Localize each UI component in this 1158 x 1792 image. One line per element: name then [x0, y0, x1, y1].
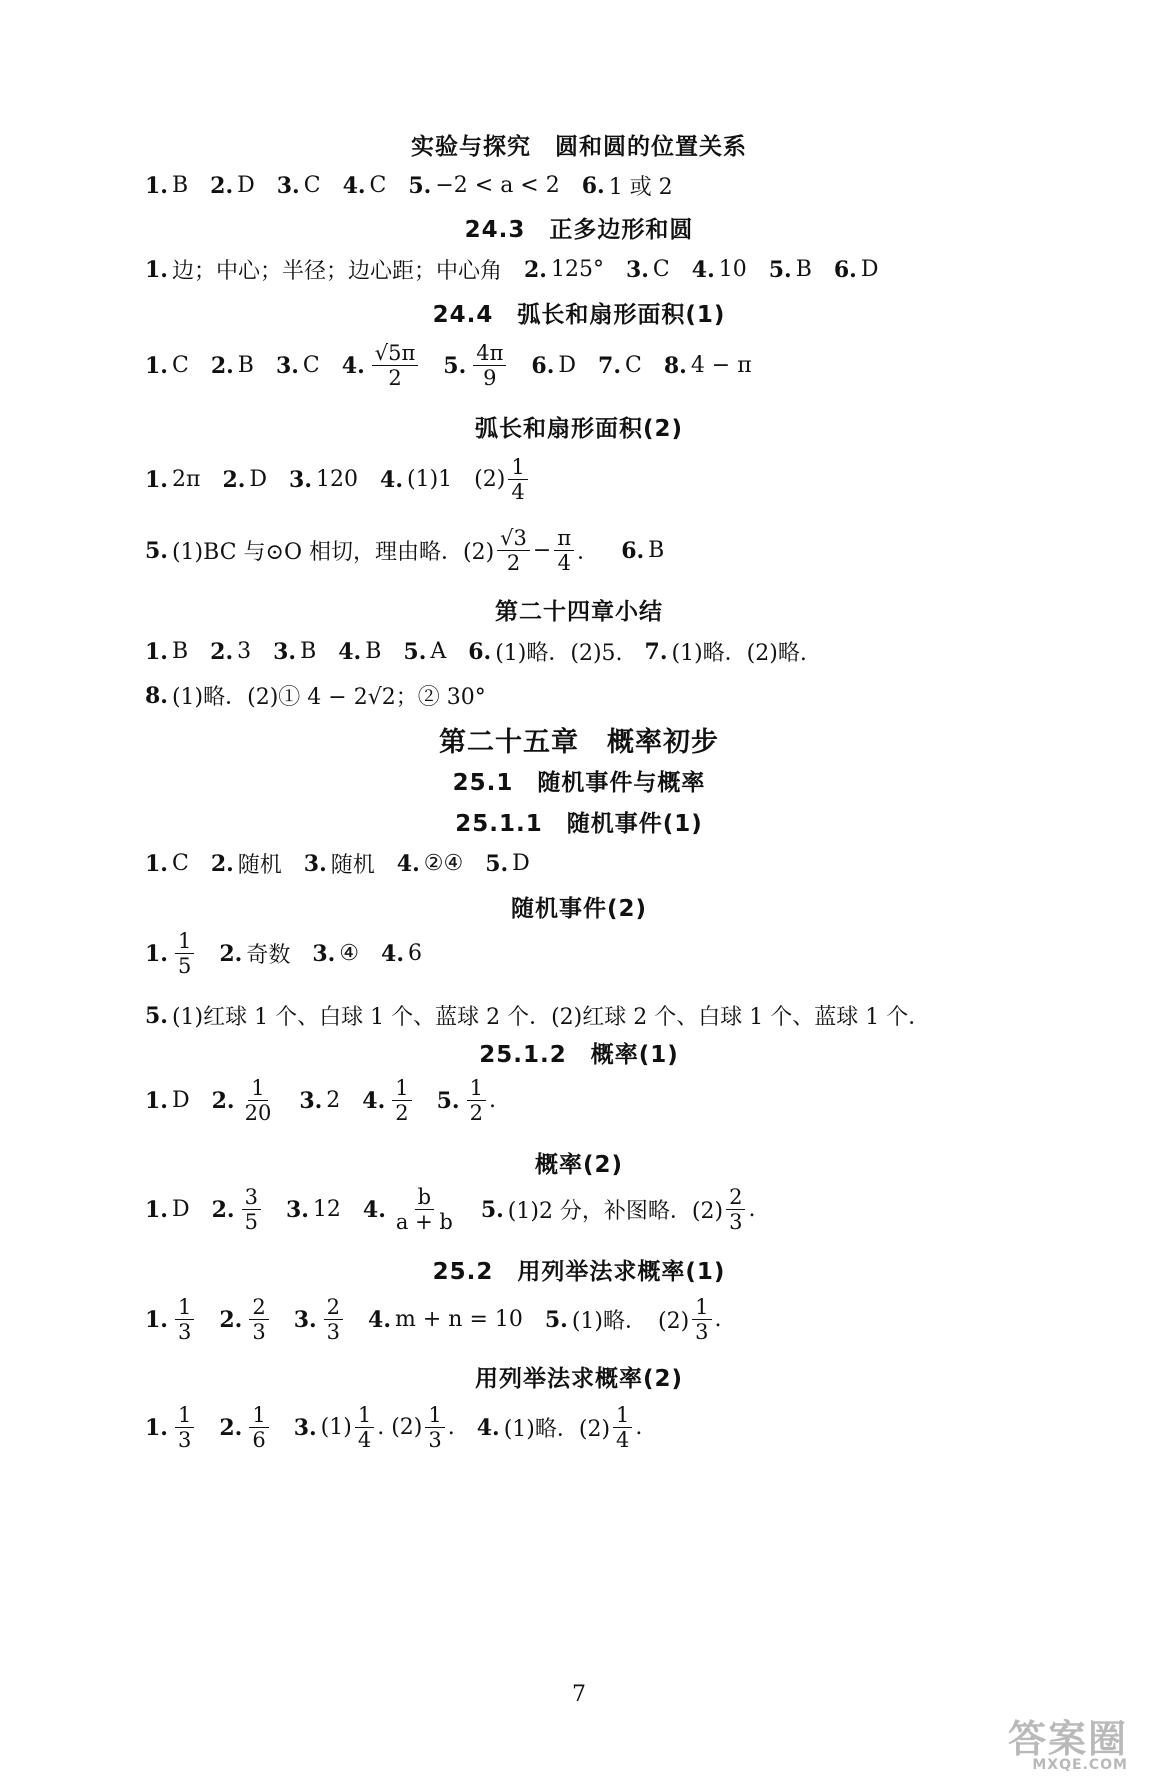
item-number: 1.	[145, 172, 168, 199]
denominator: 3	[428, 1428, 442, 1453]
denominator: 2	[469, 1101, 483, 1126]
denominator: 2	[388, 366, 402, 391]
answer-row	[145, 1000, 930, 1031]
numerator: 1	[175, 1296, 194, 1320]
answer-row	[145, 1186, 755, 1233]
numerator: 1	[508, 456, 527, 480]
answer-row	[145, 456, 531, 503]
punctuation: .	[714, 1307, 722, 1333]
denominator: 9	[483, 366, 497, 391]
section-heading: 25.1.1 随机事件(1)	[455, 811, 703, 837]
item-number: 3.	[293, 1414, 317, 1441]
section-heading: 25.1.2 概率(1)	[479, 1042, 679, 1068]
answer-row	[145, 342, 752, 389]
answer: m + n = 10	[395, 1307, 523, 1333]
answer: B	[171, 173, 189, 198]
fraction	[175, 930, 194, 977]
section-heading: 24.4 弧长和扇形面积(1)	[432, 302, 726, 328]
fraction	[473, 342, 506, 389]
answer: A	[430, 639, 447, 664]
denominator: 5	[177, 954, 192, 979]
item-number: 5.	[544, 1306, 568, 1333]
fraction	[613, 1404, 632, 1451]
denominator: 3	[729, 1210, 743, 1235]
numerator: 1	[175, 1404, 194, 1428]
section-heading: 概率(2)	[534, 1152, 624, 1178]
item-number: 2.	[210, 850, 234, 877]
numerator: √5π	[372, 342, 419, 366]
answer: D	[558, 353, 577, 379]
item-number: 4.	[338, 638, 362, 665]
denominator: 4	[511, 480, 525, 505]
numerator: 4π	[473, 342, 506, 366]
numerator: 3	[242, 1186, 261, 1210]
section-heading: 实验与探究 圆和圆的位置关系	[411, 134, 747, 160]
item-number: 3.	[299, 1087, 323, 1114]
answer: C	[302, 353, 320, 379]
answer-row	[145, 848, 530, 879]
answer: −2 < a < 2	[435, 173, 560, 198]
item-number: 4.	[341, 352, 365, 379]
item-number: 5.	[485, 850, 509, 877]
item-number: 3.	[275, 352, 299, 379]
answer: B	[365, 639, 382, 664]
item-number: 6.	[833, 256, 857, 283]
answer: ④	[339, 941, 360, 967]
answer: 12	[312, 1197, 341, 1223]
item-number: 6.	[468, 638, 492, 665]
item-number: 4.	[381, 940, 404, 967]
fraction	[508, 456, 527, 503]
item-number: 5.	[436, 1087, 460, 1114]
denominator: 6	[252, 1428, 266, 1453]
fraction	[497, 527, 530, 574]
denominator: 3	[177, 1320, 192, 1345]
item-number: 5.	[480, 1196, 504, 1223]
minus-sign: −	[532, 538, 552, 564]
item-number: 3.	[276, 172, 300, 199]
fraction	[393, 1186, 456, 1233]
numerator: 1	[692, 1296, 711, 1320]
item-number: 5.	[768, 256, 792, 283]
denominator: 4	[357, 1428, 372, 1453]
answer: (1)红球 1 个、白球 1 个、蓝球 2 个．(2)红球 2 个、白球 1 个、蓝球 1 个．	[171, 1005, 931, 1030]
answer: 奇数	[246, 943, 291, 969]
answer: B	[300, 639, 317, 664]
answer: 4 − π	[690, 353, 752, 379]
watermark-url: MXQE.COM	[1032, 1757, 1128, 1773]
answer: 10	[718, 257, 747, 282]
answer: B	[795, 257, 812, 282]
item-number: 2.	[210, 352, 234, 379]
item-number: 3.	[273, 638, 297, 665]
section-heading: 24.3 正多边形和圆	[464, 217, 694, 243]
answer-row	[145, 636, 807, 667]
fraction	[692, 1296, 711, 1343]
fraction	[425, 1404, 444, 1451]
page-number: 7	[572, 1682, 586, 1707]
item-number: 2.	[210, 172, 234, 199]
punctuation: .	[488, 1088, 496, 1114]
item-number: 4.	[396, 850, 420, 877]
answer: B	[171, 639, 189, 664]
numerator: 1	[248, 1077, 267, 1101]
item-number: 2.	[211, 1196, 235, 1223]
answer: 120	[316, 467, 359, 493]
item-number: 3.	[625, 256, 649, 283]
item-number: 4.	[362, 1196, 386, 1223]
item-number: 4.	[691, 256, 715, 283]
fraction	[392, 1077, 411, 1124]
answer: (1)略．(2)5.	[495, 641, 623, 666]
fraction	[355, 1404, 374, 1451]
answer-row	[145, 1404, 642, 1451]
denominator: 4	[557, 551, 571, 576]
item-number: 3.	[289, 466, 313, 493]
section-heading: 第二十四章小结	[495, 599, 663, 625]
answer: 3	[237, 639, 252, 664]
watermark-logo	[1007, 1717, 1128, 1773]
answer: D	[171, 1197, 190, 1223]
answer: C	[303, 173, 321, 198]
answer: (1)略．(2)略.	[671, 641, 807, 666]
item-number: 1.	[145, 1087, 168, 1114]
numerator: 2	[249, 1296, 268, 1320]
item-number: 2.	[219, 1306, 243, 1333]
item-number: 5.	[443, 352, 467, 379]
answer: ②④	[423, 851, 464, 876]
answer: C	[171, 353, 189, 379]
answer: D	[512, 851, 530, 876]
item-number: 1.	[145, 1196, 168, 1223]
answer: 边；中心；半径；边心距；中心角	[171, 259, 502, 284]
item-number: 1.	[145, 352, 168, 379]
fraction	[175, 1296, 194, 1343]
answer: B	[237, 353, 254, 379]
item-number: 1.	[145, 850, 168, 877]
answer: D	[237, 173, 255, 198]
section-heading: 25.1 随机事件与概率	[452, 770, 706, 796]
answer: 随机	[237, 853, 282, 878]
answer: (1)	[320, 1415, 352, 1441]
answer: C	[652, 257, 670, 282]
item-number: 2.	[211, 1087, 235, 1114]
item-number: 7.	[644, 638, 668, 665]
section-heading: 用列举法求概率(2)	[474, 1366, 684, 1392]
answer: 随机	[330, 853, 375, 878]
section-heading: 弧长和扇形面积(2)	[474, 416, 684, 442]
numerator: 1	[425, 1404, 444, 1428]
answer: (1)略．(2)	[503, 1417, 611, 1443]
denominator: a + b	[395, 1210, 453, 1235]
item-number: 5.	[403, 638, 427, 665]
item-number: 5.	[145, 1002, 168, 1029]
numerator: 1	[613, 1404, 632, 1428]
answer: (1)略． (2)	[571, 1309, 690, 1335]
item-number: 1.	[145, 1306, 168, 1333]
fraction	[372, 342, 419, 389]
answer: B	[648, 538, 665, 564]
answer: (1)1	[406, 467, 453, 493]
numerator: √3	[497, 527, 530, 551]
item-number: 6.	[531, 352, 555, 379]
item-number: 2.	[523, 256, 547, 283]
item-number: 4.	[342, 172, 366, 199]
item-number: 3.	[312, 940, 336, 967]
item-number: 7.	[598, 352, 621, 379]
denominator: 3	[326, 1320, 341, 1345]
item-number: 6.	[621, 537, 645, 564]
answer-row	[145, 930, 422, 977]
item-number: 3.	[293, 1306, 317, 1333]
fraction	[242, 1186, 261, 1233]
item-number: 2.	[219, 1414, 243, 1441]
section-heading: 随机事件(2)	[510, 896, 648, 922]
fraction	[249, 1404, 268, 1451]
denominator: 2	[506, 551, 521, 576]
answer: 1 或 2	[608, 175, 673, 200]
item-number: 8.	[145, 682, 168, 709]
punctuation: .	[447, 1415, 455, 1441]
item-number: 4.	[380, 466, 403, 493]
numerator: 2	[324, 1296, 343, 1320]
numerator: 1	[355, 1404, 374, 1428]
fraction	[554, 527, 574, 574]
fraction	[726, 1186, 745, 1233]
item-number: 1.	[145, 256, 168, 283]
item-number: 4.	[362, 1087, 386, 1114]
item-number: 1.	[145, 638, 168, 665]
answer: . (2)	[377, 1415, 423, 1441]
item-number: 6.	[581, 172, 605, 199]
denominator: 4	[616, 1428, 630, 1453]
fraction	[242, 1077, 275, 1124]
answer-row	[145, 254, 878, 285]
item-number: 1.	[145, 1414, 168, 1441]
punctuation: .	[635, 1415, 643, 1441]
answer: (1)略．(2)① 4 − 2√2；② 30°	[171, 685, 486, 710]
denominator: 3	[177, 1428, 192, 1453]
item-number: 2.	[219, 940, 243, 967]
denominator: 20	[244, 1101, 272, 1126]
numerator: 1	[175, 930, 194, 954]
answer: 2π	[171, 467, 201, 493]
answer: C	[171, 851, 189, 876]
answer: D	[249, 467, 268, 493]
answer: C	[369, 173, 387, 198]
chapter-heading: 第二十五章 概率初步	[439, 727, 719, 758]
punctuation: .	[748, 1197, 756, 1223]
answer: (1)2 分，补图略．(2)	[507, 1199, 724, 1225]
numerator: 1	[467, 1077, 486, 1101]
denominator: 2	[395, 1101, 409, 1126]
answer-row	[145, 1296, 722, 1343]
item-number: 2.	[210, 638, 234, 665]
watermark-text: 答案圈	[1007, 1717, 1128, 1761]
answer-row	[145, 170, 673, 201]
item-number: 3.	[285, 1196, 309, 1223]
numerator: 2	[726, 1186, 745, 1210]
answer-row	[145, 680, 486, 711]
answer: 2	[326, 1088, 341, 1114]
punctuation: ．	[577, 540, 600, 566]
item-number: 5.	[145, 537, 168, 564]
numerator: π	[554, 527, 574, 551]
item-number: 1.	[145, 466, 168, 493]
numerator: 1	[392, 1077, 411, 1101]
fraction	[175, 1404, 194, 1451]
item-number: 8.	[663, 352, 687, 379]
denominator: 3	[252, 1320, 266, 1345]
answer-row	[145, 527, 664, 574]
item-number: 5.	[408, 172, 432, 199]
answer: (2)	[474, 467, 506, 493]
answer-row	[145, 1077, 496, 1124]
item-number: 4.	[368, 1306, 391, 1333]
item-number: 3.	[303, 850, 327, 877]
fraction	[467, 1077, 486, 1124]
item-number: 4.	[476, 1414, 500, 1441]
fraction	[249, 1296, 268, 1343]
numerator: b	[415, 1186, 434, 1210]
section-heading: 25.2 用列举法求概率(1)	[432, 1259, 726, 1285]
fraction	[324, 1296, 343, 1343]
numerator: 1	[249, 1404, 268, 1428]
item-number: 2.	[222, 466, 246, 493]
item-number: 1.	[145, 940, 168, 967]
denominator: 3	[695, 1320, 709, 1345]
answer: D	[171, 1088, 190, 1114]
answer: D	[860, 257, 879, 282]
answer: 125°	[550, 257, 604, 282]
denominator: 5	[244, 1210, 258, 1235]
answer: C	[625, 353, 642, 379]
answer: 6	[408, 941, 422, 967]
answer: (1)BC 与⊙O 相切，理由略．(2)	[171, 540, 495, 566]
